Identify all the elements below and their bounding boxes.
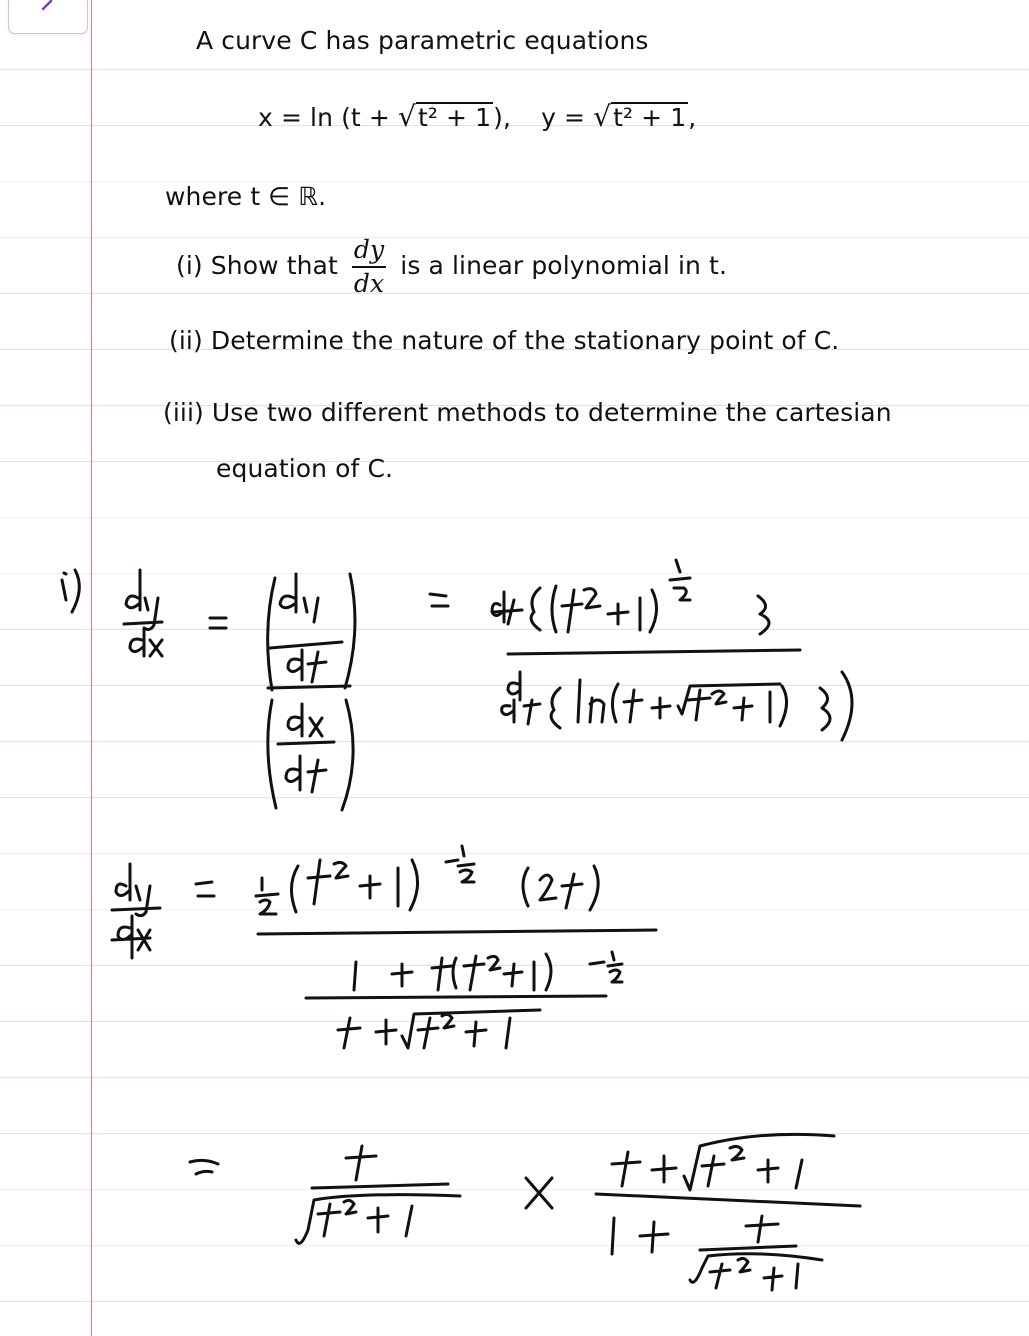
equation-x-tail: ),	[493, 103, 512, 132]
equation-x-lhs: x = ln (t +	[258, 103, 398, 132]
dy-dx-fraction	[352, 236, 386, 298]
part-ii: (ii) Determine the nature of the stationary point of C.	[169, 326, 840, 355]
handwritten-working	[0, 540, 1029, 1336]
domain-statement: where t ∈ ℝ.	[165, 182, 327, 211]
part-iii-line2: equation of C.	[216, 454, 394, 483]
sqrt-symbol: √	[593, 100, 612, 133]
part-iii-line1: (iii) Use two different methods to determine the cartesian	[163, 398, 892, 427]
equation-y-tail: ,	[688, 103, 697, 132]
question-block	[0, 0, 1029, 520]
parametric-equations	[258, 100, 696, 133]
part-i-suffix: is a linear polynomial in t.	[400, 251, 727, 280]
part-i	[176, 236, 727, 298]
equation-x-radicand: t² + 1	[417, 103, 492, 132]
part-i-prefix: (i) Show that	[176, 251, 338, 280]
equation-y-radicand: t² + 1	[613, 103, 687, 132]
fraction-numerator: dy	[352, 236, 386, 268]
handwriting-strokes	[62, 560, 860, 1290]
equation-y-lhs: y =	[541, 103, 594, 132]
fraction-denominator: dx	[353, 269, 385, 298]
question-intro: A curve C has parametric equations	[196, 26, 649, 55]
sqrt-symbol: √	[397, 100, 416, 133]
